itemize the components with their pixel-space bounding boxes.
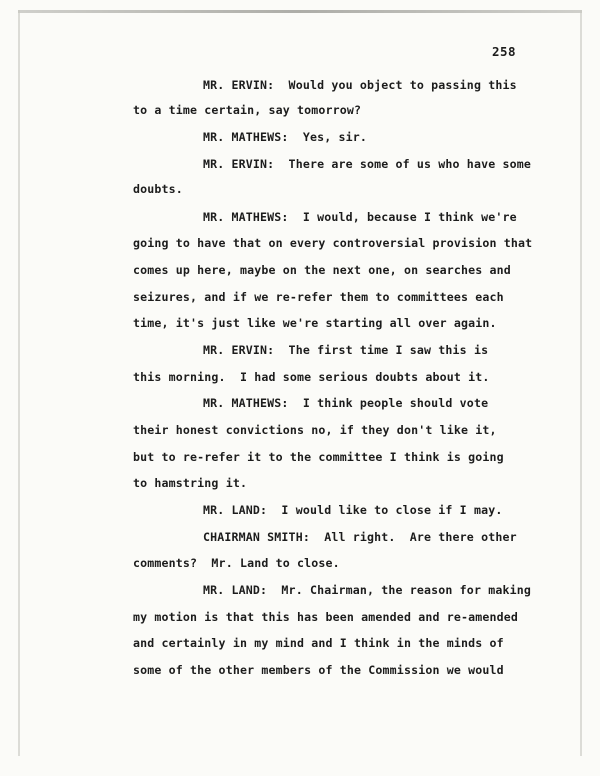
transcript-line: seizures, and if we re-refer them to committees each xyxy=(133,290,504,304)
transcript-line: MR. LAND: Mr. Chairman, the reason for making xyxy=(203,583,531,597)
transcript-line: comments? Mr. Land to close. xyxy=(133,556,340,570)
transcript-line: time, it's just like we're starting all over again. xyxy=(133,316,497,330)
page-number: 258 xyxy=(492,44,517,59)
top-edge-rule xyxy=(18,10,582,13)
left-edge-shadow xyxy=(18,10,20,756)
transcript-line: their honest convictions no, if they don't like it, xyxy=(133,423,497,437)
transcript-line: comes up here, maybe on the next one, on searches and xyxy=(133,263,511,277)
transcript-line: CHAIRMAN SMITH: All right. Are there other xyxy=(203,530,517,544)
transcript-line: to hamstring it. xyxy=(133,476,248,490)
transcript-line: this morning. I had some serious doubts about it. xyxy=(133,370,490,384)
transcript-line: MR. MATHEWS: I think people should vote xyxy=(203,396,489,410)
transcript-line: MR. ERVIN: There are some of us who have some xyxy=(203,157,531,171)
transcript-line: doubts. xyxy=(133,182,183,196)
transcript-line: MR. MATHEWS: Yes, sir. xyxy=(203,130,367,144)
transcript-line: my motion is that this has been amended and re-amended xyxy=(133,610,519,624)
transcript-line: some of the other members of the Commission we would xyxy=(133,663,504,677)
transcript-line: going to have that on every controversial provision that xyxy=(133,236,533,250)
transcript-line: MR. ERVIN: Would you object to passing this xyxy=(203,78,517,92)
right-edge-shadow xyxy=(580,10,582,756)
transcript-line: and certainly in my mind and I think in the minds of xyxy=(133,636,504,650)
transcript-line: but to re-refer it to the committee I think is going xyxy=(133,450,504,464)
transcript-line: MR. MATHEWS: I would, because I think we're xyxy=(203,210,517,224)
transcript-line: to a time certain, say tomorrow? xyxy=(133,103,362,117)
transcript-line: MR. ERVIN: The first time I saw this is xyxy=(203,343,489,357)
transcript-line: MR. LAND: I would like to close if I may. xyxy=(203,503,503,517)
